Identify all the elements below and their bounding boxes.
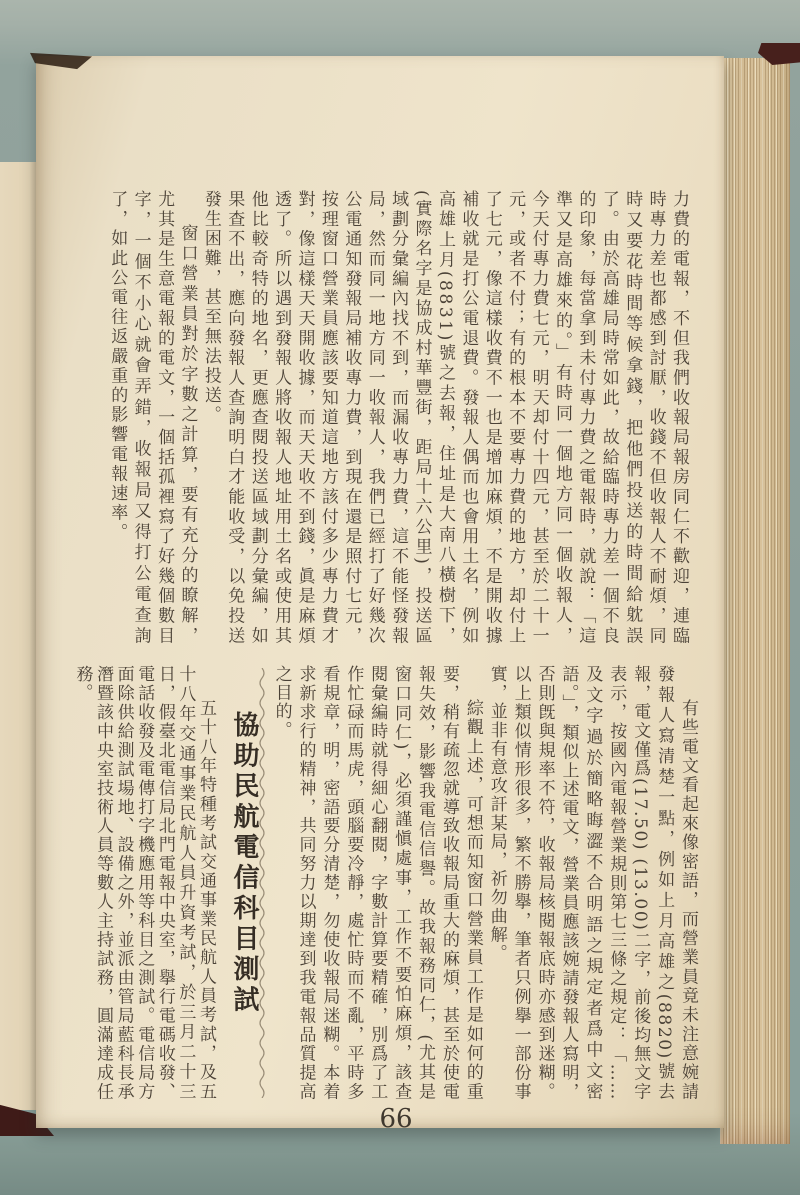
article-service-top-register bbox=[104, 190, 690, 646]
article-paragraph: 五十八年特種考試交通事業民航人員考試，及五十八年交通事業民航人員升資考試，於三月二十三日，假臺北電信局北門電報中央室，擧行電碼收發、電話收發及電傳打字機應用等科目之測試。電信局方面除供給測試場地、設備之外，並派由管局藍科長承潛暨該中央室技術人員等數人主持試務，圓滿達成任務。 bbox=[72, 665, 216, 1101]
article-paragraph: 力費的電報，不但我們收報局報房同仁不歡迎，連臨時專力差也都感到討厭，收錢不但收報人不耐煩，同時又要花時間等候拿錢，把他們投送的時間給躭誤了。由於高雄局時常如此，故給臨時專力差一個不良的印象，每當拿到未付專力費之電報時，就說：「這準又是高雄來的。」有時同一個地方同一個收報人，今天付專力費七元，明天却付十四元，甚至於二十一元，或者不付；有的根本不要專力費的地方，却付上了七元，像這樣收費不一也是增加麻煩，不是開收據補收就是打公電退費。發報人偶而也會用土名，例如高雄上月(8831)號之去報，住址是大南八橫樹下，(實際名字是協成村華豐街，距局十六公里)，投送區域劃分彙編內找不到，而漏收專力費，這不能怪發報局，然而同一地方同一收報人，我們已經打了好幾次公電通知發報局補收專力費，到現在還是照付七元，按理窗口營業員應該要知道這地方該付多少專力費才對，像這樣天天開收據，而天天收不到錢，眞是麻煩透了。所以遇到發報人將收報人地址用土名或使用其他比較奇特的地名，更應查閱投送區域劃分彙編，如果查不出，應向發報人查詢明白才能收受，以免投送發生困難，甚至無法投送。 bbox=[200, 190, 689, 646]
book-page bbox=[36, 56, 724, 1134]
article-paragraph: 有些電文看起來像密語，而營業員竟未注意婉請發報人寫清楚一點，例如上月高雄之(8820)號去報，電文僅爲(17.50) (13.00)二字，前後均無文字表示，按國內電報營業規則第七三條之規定：「……及文字過於簡略晦澀不合明語之規定者爲中文密語。」，類似上述電文，營業員應該婉請發報人寫明，否則旣與規率不符，收報局核閱報底時亦感到迷糊。以上類似情形很多，繁不勝擧，筆者只例擧一部份事實，並非有意攻訐某局，祈勿曲解。 bbox=[486, 665, 698, 1101]
article-service-bottom-register bbox=[269, 665, 699, 1101]
page-corner-stain bbox=[30, 52, 92, 70]
article-paragraph: 窗口營業員對於字數之計算，要有充分的瞭解，尤其是生意電報的電文，一個括孤裡寫了好幾個數目字，一個不小心就會弄錯，收報局又得打公電查詢了，如此公電往返嚴重的影響電報速率。 bbox=[107, 190, 198, 646]
page-number: 66 bbox=[379, 1104, 413, 1134]
article-paragraph: 綜觀上述，可想而知窗口營業員工作是如何的重要，稍有疏忽就導致收報局重大的麻煩，甚至於使電報失效，影響我電信信譽。故我報務同仁，(尤其是窗口同仁)，必須謹愼處事，工作不要怕麻煩，該查閱彙編時就得細心翻閱，字數計算要精確，別爲了工作忙碌而馬虎，頭腦要冷靜，處忙時而不亂，平時多看規章，明，密語要分清楚，勿使收報局迷糊。本着求新求行的精神，共同努力以期達到我電報品質提高之目的。 bbox=[271, 665, 483, 1101]
book-fore-edge bbox=[720, 58, 790, 1144]
article-aviation-register bbox=[72, 665, 216, 1101]
article-title: 協助民航電信科目測試 bbox=[229, 711, 259, 1016]
